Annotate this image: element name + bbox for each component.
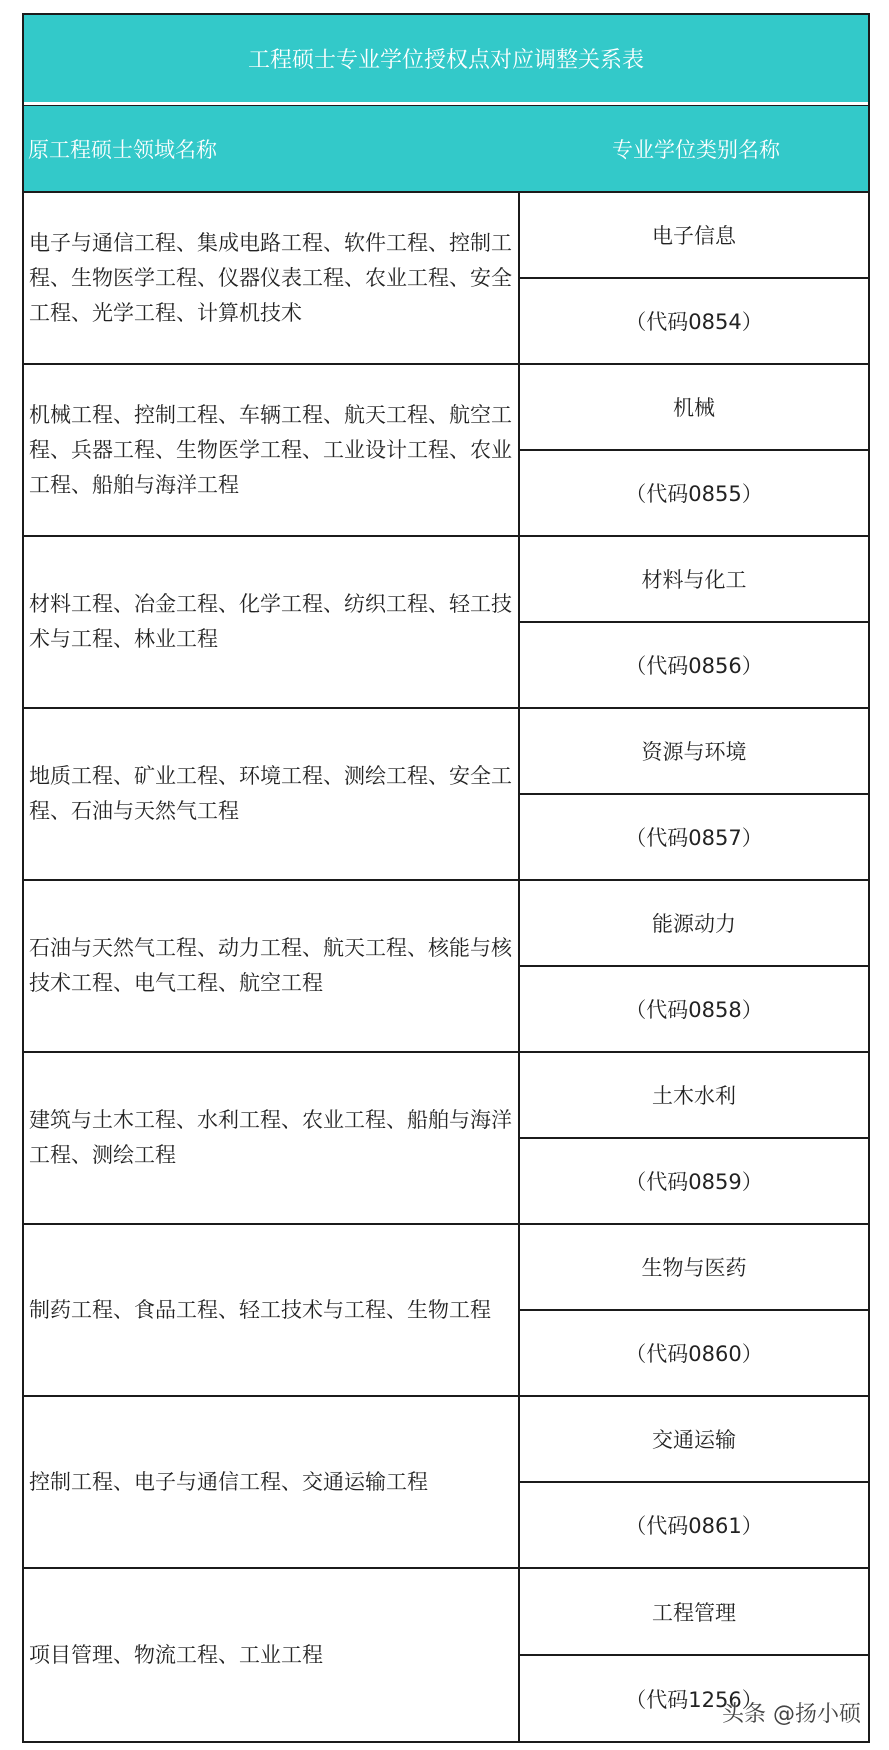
- category-code: （代码0854）: [625, 310, 763, 334]
- table-row: [24, 881, 868, 1053]
- category-name: 材料与化工: [520, 537, 868, 623]
- category-cell: [520, 537, 868, 707]
- watermark: 头条 @扬小硕: [722, 1702, 861, 1727]
- header-original-fields: 原工程硕士领域名称: [28, 137, 217, 162]
- table-row: [24, 537, 868, 709]
- table-title: 工程硕士专业学位授权点对应调整关系表: [24, 15, 868, 105]
- original-fields-cell: 石油与天然气工程、动力工程、航天工程、核能与核技术工程、电气工程、航空工程: [24, 881, 520, 1051]
- header-row: [24, 105, 868, 193]
- category-cell: [520, 709, 868, 879]
- category-code: （代码0859）: [625, 1170, 763, 1194]
- category-code: （代码0856）: [625, 654, 763, 678]
- original-fields-cell: 材料工程、冶金工程、化学工程、纺织工程、轻工技术与工程、林业工程: [24, 537, 520, 707]
- table-row: [24, 1397, 868, 1569]
- category-name: 工程管理: [520, 1569, 868, 1656]
- table-row: [24, 1053, 868, 1225]
- category-code: （代码0860）: [625, 1342, 763, 1366]
- category-name: 机械: [520, 365, 868, 451]
- original-fields-cell: 控制工程、电子与通信工程、交通运输工程: [24, 1397, 520, 1567]
- table-row: [24, 193, 868, 365]
- category-code: （代码0857）: [625, 826, 763, 850]
- category-code: （代码1256）: [625, 1687, 763, 1712]
- category-cell: [520, 193, 868, 363]
- category-cell: [520, 1397, 868, 1567]
- category-code: （代码0861）: [625, 1514, 763, 1538]
- category-cell: [520, 1225, 868, 1395]
- original-fields-cell: 制药工程、食品工程、轻工技术与工程、生物工程: [24, 1225, 520, 1395]
- category-cell: [520, 881, 868, 1051]
- mapping-table: [22, 13, 870, 1743]
- category-code: （代码0855）: [625, 482, 763, 506]
- category-name: 电子信息: [520, 193, 868, 279]
- category-cell: [520, 365, 868, 535]
- original-fields-cell: 机械工程、控制工程、车辆工程、航天工程、航空工程、兵器工程、生物医学工程、工业设计工程、农业工程、船舶与海洋工程: [24, 365, 520, 535]
- category-code: （代码0858）: [625, 998, 763, 1022]
- category-name: 土木水利: [520, 1053, 868, 1139]
- original-fields-cell: 项目管理、物流工程、工业工程: [24, 1569, 520, 1741]
- category-name: 生物与医药: [520, 1225, 868, 1311]
- original-fields-cell: 建筑与土木工程、水利工程、农业工程、船舶与海洋工程、测绘工程: [24, 1053, 520, 1223]
- category-cell: [520, 1053, 868, 1223]
- original-fields-cell: 电子与通信工程、集成电路工程、软件工程、控制工程、生物医学工程、仪器仪表工程、农业工程、安全工程、光学工程、计算机技术: [24, 193, 520, 363]
- category-name: 资源与环境: [520, 709, 868, 795]
- category-name: 能源动力: [520, 881, 868, 967]
- table-row: [24, 1225, 868, 1397]
- header-degree-category: 专业学位类别名称: [612, 137, 780, 162]
- table-row: [24, 365, 868, 537]
- category-name: 交通运输: [520, 1397, 868, 1483]
- table-row: [24, 709, 868, 881]
- original-fields-cell: 地质工程、矿业工程、环境工程、测绘工程、安全工程、石油与天然气工程: [24, 709, 520, 879]
